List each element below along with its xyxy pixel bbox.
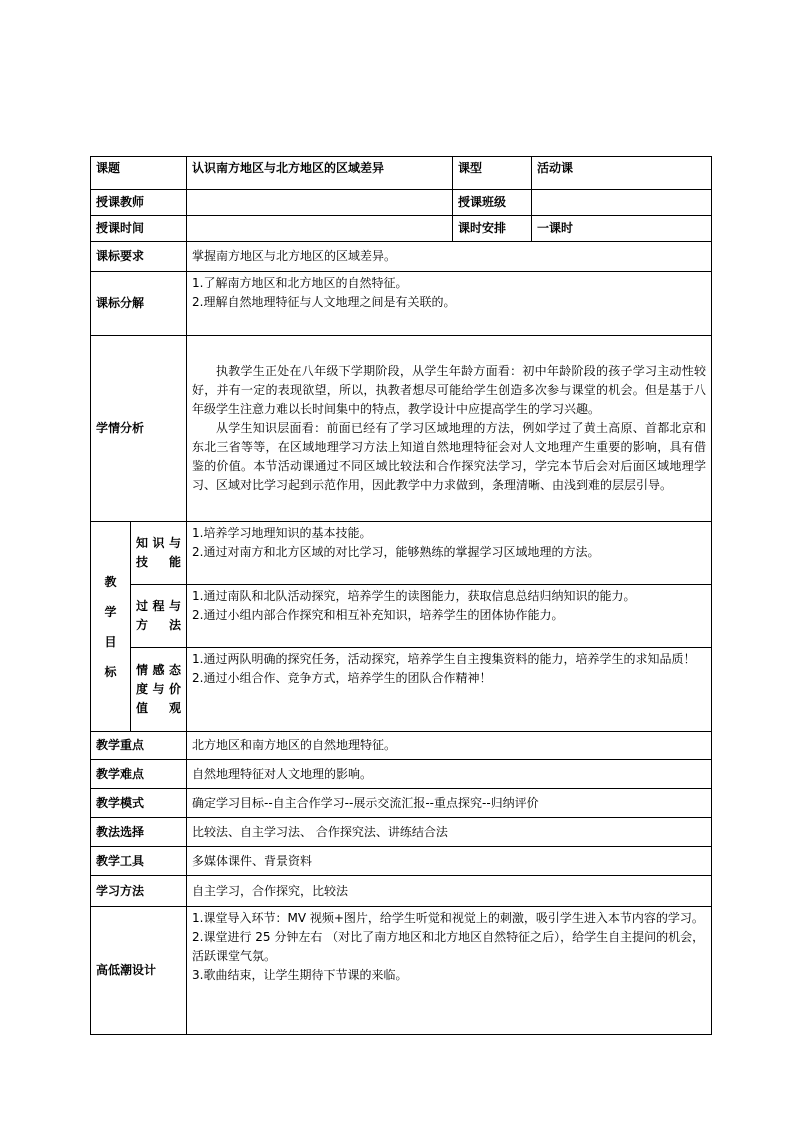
key-points-label: 教学重点 [91,732,187,760]
hours-label: 课时安排 [453,216,532,242]
curriculum-breakdown-content [187,272,712,336]
process-content [187,585,712,648]
hours-value: 一课时 [532,216,712,242]
emotion-label: 情感态度与价值观 [131,648,187,732]
row-teaching-mode [91,789,712,818]
time-value [187,216,453,242]
row-climax [91,907,712,1035]
row-learning-methods [91,876,712,907]
row-objective-emotion [91,648,712,732]
breakdown-line: 2.理解自然地理特征与人文地理之间是有关联的。 [192,295,456,309]
difficult-points-label: 教学难点 [91,760,187,789]
tools-label: 教学工具 [91,847,187,876]
analysis-paragraph: 执教学生正处在八年级下学期阶段，从学生年龄方面看：初中年龄阶段的孩子学习主动性较好，并有一定的表现欲望，所以，执教者想尽可能给学生创造多次参与课堂的机会。但是基于八年级学生注意力难以长时间集中的特点，教学设计中应提高学生的学习兴趣。 [192,364,707,416]
climax-label: 高低潮设计 [91,907,187,1035]
climax-line: 2.课堂进行 25 分钟左右 （对比了南方地区和北方地区自然特征之后），给学生自主提问的机会，活跃课堂气氛。 [192,930,705,963]
row-title [91,157,712,190]
row-methods [91,818,712,847]
analysis-paragraph: 从学生知识层面看：前面已经有了学习区域地理的方法，例如学过了黄土高原、首都北京和东北三省等等，在区域地理学习方法上知道自然地理特征会对人文地理产生重要的影响，具有借鉴的价值。本节活动课通过不同区域比较法和合作探究法学习，学完本节后会对后面区域地理学习、区域对比学习起到示范作用，因此教学中力求做到，条理清晰、由浅到难的层层引导。 [192,421,707,492]
methods-label: 教法选择 [91,818,187,847]
objectives-label [91,522,131,732]
lesson-plan-table [90,156,712,1035]
row-curriculum-breakdown [91,272,712,336]
knowledge-line: 2.通过对南方和北方区域的对比学习，能够熟练的掌握学习区域地理的方法。 [192,545,600,559]
curriculum-req-value: 掌握南方地区与北方地区的区域差异。 [187,242,712,272]
knowledge-line: 1.培养学习地理知识的基本技能。 [192,526,372,540]
knowledge-label: 知识与技能 [131,522,187,585]
emotion-line: 2.通过小组合作、竞争方式，培养学生的团队合作精神！ [192,671,492,685]
student-analysis-content [187,336,712,522]
curriculum-req-label: 课标要求 [91,242,187,272]
row-curriculum-req [91,242,712,272]
teacher-label: 授课教师 [91,190,187,216]
row-difficult-points [91,760,712,789]
objectives-label-char: 学 [104,604,117,619]
process-label: 过程与方法 [131,585,187,648]
objectives-label-char: 目 [104,634,117,649]
knowledge-content [187,522,712,585]
type-label: 课型 [453,157,532,190]
key-points-value: 北方地区和南方地区的自然地理特征。 [187,732,712,760]
objectives-label-char: 教 [104,574,117,589]
teaching-mode-label: 教学模式 [91,789,187,818]
type-value: 活动课 [532,157,712,190]
learning-methods-value: 自主学习，合作探究，比较法 [187,876,712,907]
climax-line: 1.课堂导入环节：MV 视频+图片，给学生听觉和视觉上的刺激，吸引学生进入本节内容的学习。 [192,911,704,925]
difficult-points-value: 自然地理特征对人文地理的影响。 [187,760,712,789]
class-label: 授课班级 [453,190,532,216]
title-value: 认识南方地区与北方地区的区域差异 [187,157,453,190]
row-time [91,216,712,242]
time-label: 授课时间 [91,216,187,242]
process-line: 1.通过南队和北队活动探究，培养学生的读图能力，获取信息总结归纳知识的能力。 [192,589,636,603]
teacher-value [187,190,453,216]
process-line: 2.通过小组内部合作探究和相互补充知识，培养学生的团体协作能力。 [192,608,564,622]
teaching-mode-value: 确定学习目标--自主合作学习--展示交流汇报--重点探究--归纳评价 [187,789,712,818]
climax-content [187,907,712,1035]
row-teacher [91,190,712,216]
row-objective-knowledge [91,522,712,585]
row-student-analysis [91,336,712,522]
learning-methods-label: 学习方法 [91,876,187,907]
methods-value: 比较法、自主学习法、 合作探究法、讲练结合法 [187,818,712,847]
emotion-line: 1.通过两队明确的探究任务，活动探究，培养学生自主搜集资料的能力，培养学生的求知品质！ [192,652,696,666]
curriculum-breakdown-label: 课标分解 [91,272,187,336]
row-key-points [91,732,712,760]
student-analysis-label: 学情分析 [91,336,187,522]
class-value [532,190,712,216]
emotion-content [187,648,712,732]
climax-line: 3.歌曲结束，让学生期待下节课的来临。 [192,968,408,982]
row-tools [91,847,712,876]
objectives-label-char: 标 [104,664,117,679]
title-label: 课题 [91,157,187,190]
tools-value: 多媒体课件、背景资料 [187,847,712,876]
breakdown-line: 1.了解南方地区和北方地区的自然特征。 [192,276,408,290]
row-objective-process [91,585,712,648]
